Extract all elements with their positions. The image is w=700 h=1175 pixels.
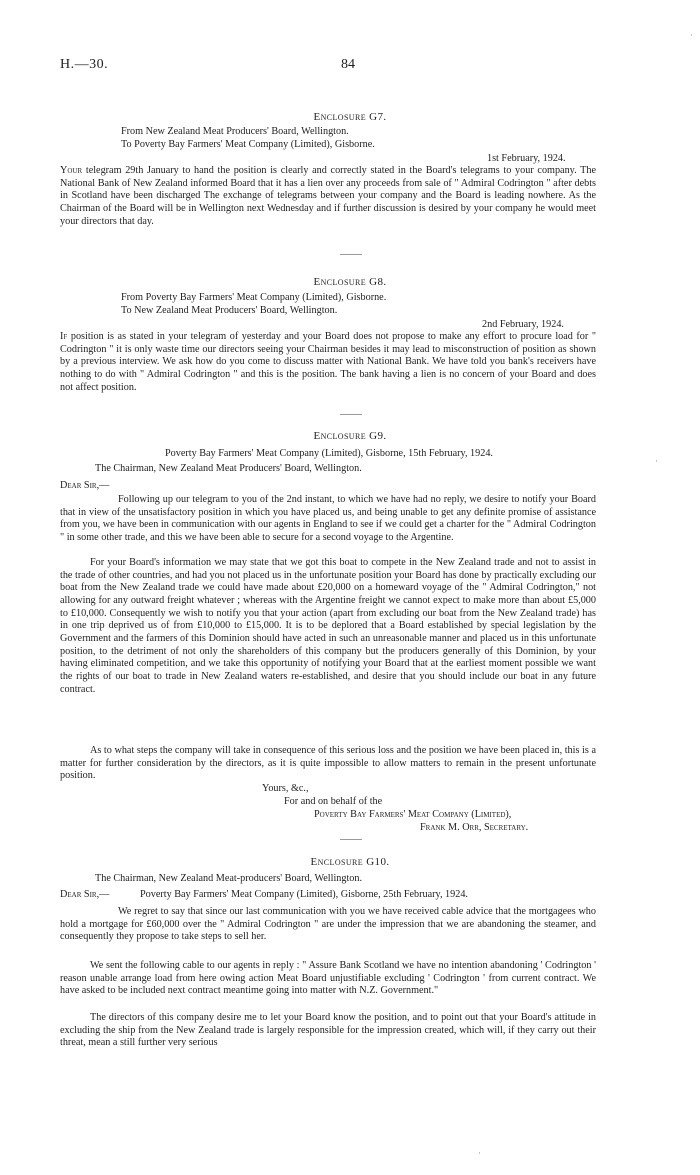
enclosure-g8-body — [60, 331, 596, 394]
enclosure-g9-salutation: Dear Sir,— — [60, 480, 110, 491]
enclosure-g8-to: To New Zealand Meat Producers' Board, Wellington. — [121, 305, 338, 316]
enclosure-g7-body — [60, 165, 596, 228]
section-divider — [340, 839, 362, 840]
enclosure-g8-date: 2nd February, 1924. — [482, 319, 564, 330]
enclosure-g9-paragraph-3: As to what steps the company will take in consequence of this serious loss and the position we have been placed in, this is a matter for further consideration by the directors, as it is quite impossible to allow matters to remain in the present unfortunate position. — [60, 745, 596, 782]
scan-speck: · — [478, 1148, 481, 1158]
enclosure-g10-salutation: Dear Sir,— — [60, 889, 110, 900]
page-number: 84 — [341, 57, 355, 72]
enclosure-g9-company: Poverty Bay Farmers' Meat Company (Limited), — [314, 809, 512, 820]
enclosure-g10-paragraph-2: We sent the following cable to our agents in reply : " Assure Bank Scotland we have no intention abandoning ' Codrington ' reason unable arrange load from here owing action Meat Board unjustifiable excluding ' Codrington ' from current contract. We have asked to be included next contract meantime going into matter with N.Z. Government." — [60, 960, 596, 997]
enclosure-g9-paragraph-2: For your Board's information we may state that we got this boat to compete in the New Zealand trade and not to assist in the trade of other countries, and had you not placed us in the unfortunate position your Board has done by practically excluding our boat from the New Zealand trade we could have made about £20,000 on a homeward voyage of the " Admiral Codrington," not allowing for any outward freight whatever ; whereas with the Argentine freight we cannot expect to make more than about £5,000 to £10,000. Consequently we wish to notify you that your action (apart from excluding our boat from the New Zealand trade) has in one trip deprived us of from £10,000 to £15,000. It is to be deplored that a Board established by special legislation by the Government and the farmers of this Dominion should have acted in such an unreasonable manner and placed us in this unfortunate position, to the detriment of not only the shareholders of this company but the producers generally of this Dominion, by your having eliminated competition, and we take this opportunity of notifying your Board that at the earliest moment possible we want the rights of our boat to trade in New Zealand waters re-established, and desire that you should include our boat in any future contract. — [60, 557, 596, 695]
enclosure-g8-from: From Poverty Bay Farmers' Meat Company (Limited), Gisborne. — [121, 292, 387, 303]
enclosure-g7-text: telegram 29th January to hand the position is clearly and correctly stated in the Board's telegrams to your company. The National Bank of New Zealand informed Board that it has a lien over any proceeds from sale of " Admiral Codrington " after debts in Scotland have been discharged The exchange of telegrams between your company and the Board is leading nowhere. As the Chairman of the Board will be in Wellington next Wednesday and if further discussion is desired by your company he would meet your directors that day. — [60, 165, 597, 227]
report-reference: H.—30. — [60, 57, 109, 72]
enclosure-g9-closing: Yours, &c., — [262, 783, 309, 794]
enclosure-g9-from-line: Poverty Bay Farmers' Meat Company (Limited), Gisborne, 15th February, 1924. — [165, 448, 493, 459]
enclosure-g7-to: To Poverty Bay Farmers' Meat Company (Limited), Gisborne. — [121, 139, 375, 150]
enclosure-g7-title: Enclosure G7. — [313, 111, 387, 123]
enclosure-g9-signer: Frank M. Orr, Secretary. — [420, 822, 529, 833]
enclosure-g7-lead: Your — [60, 165, 83, 176]
enclosure-g10-from-line: Poverty Bay Farmers' Meat Company (Limited), Gisborne, 25th February, 1924. — [140, 889, 468, 900]
enclosure-g10-addressee: The Chairman, New Zealand Meat-producers' Board, Wellington. — [95, 873, 363, 884]
enclosure-g10-title: Enclosure G10. — [310, 856, 390, 868]
enclosure-g9-title: Enclosure G9. — [313, 430, 387, 442]
enclosure-g9-paragraph-1: Following up our telegram to you of the 2nd instant, to which we have had no reply, we desire to notify your Board that in view of the unsatisfactory position in which you have placed us, and being unable to get any definite promise of assistance from you, we have been in communication with our agents in England to see if we could get a charter for the " Admiral Codrington " in some other trade, and this we have been able to secure for a second voyage to the Argentine. — [60, 494, 596, 543]
scan-speck: · — [655, 456, 658, 466]
enclosure-g9-behalf: For and on behalf of the — [284, 796, 383, 807]
enclosure-g10-paragraph-3: The directors of this company desire me to let your Board know the position, and to point out that your Board's attitude in excluding the ship from the New Zealand trade is largely responsible for the impression created, which will, if they carry out their threat, mean a still further very serious — [60, 1012, 596, 1049]
section-divider — [340, 254, 362, 255]
enclosure-g9-addressee: The Chairman, New Zealand Meat Producers' Board, Wellington. — [95, 463, 362, 474]
enclosure-g7-from: From New Zealand Meat Producers' Board, Wellington. — [121, 126, 349, 137]
enclosure-g8-title: Enclosure G8. — [313, 276, 387, 288]
enclosure-g8-text: position is as stated in your telegram of yesterday and your Board does not propose to make any effort to procure load for " Codrington " it is only waste time our directors seeing your Chairman besides it may lead to misconstruction of position as shown by a previous interview. We ask how do you come to discuss matter with National Bank. We have told you bank's receivers have nothing to do with " Admiral Codrington " and this is the position. The bank having a lien is no concern of your Board and does not affect position. — [60, 331, 596, 393]
enclosure-g10-paragraph-1: We regret to say that since our last communication with you we have received cable advice that the mortgagees who hold a mortgage for £60,000 over the " Admiral Codrington " are under the impression that we are abandoning the steamer, and consequently they propose to take steps to sell her. — [60, 906, 596, 943]
section-divider — [340, 414, 362, 415]
enclosure-g8-lead: If — [60, 331, 68, 342]
enclosure-g7-date: 1st February, 1924. — [487, 153, 566, 164]
scan-speck: · — [690, 30, 693, 40]
